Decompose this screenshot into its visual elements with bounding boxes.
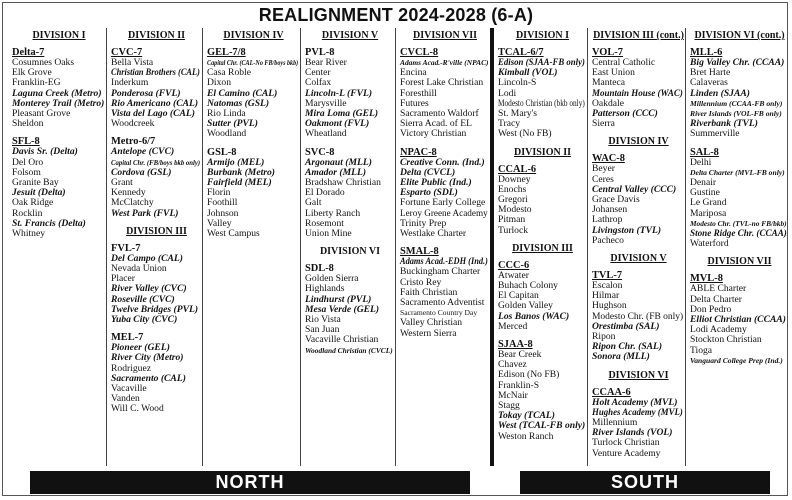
- team-item: Roseville (CVC): [111, 293, 175, 305]
- team-item: Kennedy: [111, 187, 146, 199]
- column-1: [8, 28, 106, 466]
- team-item: Millennium: [592, 417, 638, 429]
- league-block: [12, 47, 106, 129]
- team-item: Lincoln-S: [498, 77, 537, 89]
- league-block: [12, 136, 106, 239]
- team-item: Golden Valley: [498, 300, 553, 312]
- team-item: Franklin-S: [498, 379, 540, 391]
- team-item: Vanden: [111, 393, 140, 405]
- column-5: [395, 28, 490, 466]
- team-item: Stockton Christian: [690, 334, 762, 346]
- team-item: Valley Christian: [400, 317, 463, 329]
- team-item: Valley: [207, 217, 232, 229]
- team-item: Lodi: [498, 87, 517, 99]
- team-item: Edison (No FB): [498, 369, 560, 381]
- league-block: [690, 47, 789, 140]
- team-item: Ceres: [592, 173, 614, 185]
- league-block: [400, 246, 490, 339]
- division-heading: DIVISION III (cont.): [593, 30, 684, 41]
- team-item: Johansen: [592, 204, 628, 216]
- team-item: Trinity Prep: [400, 217, 447, 229]
- division-heading: DIVISION VI: [608, 369, 669, 381]
- team-item: Granite Bay: [12, 177, 59, 189]
- page-title: REALIGNMENT 2024-2028 (6-A): [258, 5, 534, 25]
- league-name: Delta-7: [12, 47, 45, 58]
- division-heading: DIVISION II: [128, 30, 185, 41]
- team-item: Weston Ranch: [498, 430, 554, 442]
- league-name: PVL-8: [305, 47, 335, 58]
- team-item: River City (Metro): [111, 352, 184, 364]
- team-item: Rio Americano (CAL): [111, 97, 199, 109]
- team-item: Bret Harte: [690, 67, 731, 79]
- team-item: Dixon: [207, 77, 231, 89]
- team-item: St. Francis (Delta): [12, 217, 86, 229]
- team-item: Oakmont (FVL): [305, 118, 370, 130]
- south-region-banner: SOUTH: [520, 471, 770, 494]
- team-item: Orestimba (SAL): [592, 320, 660, 332]
- team-item: San Juan: [305, 324, 340, 336]
- team-item: Amador (MLL): [305, 166, 367, 178]
- league-name: CCC-6: [498, 259, 530, 271]
- team-item: Nevada Union: [111, 263, 167, 275]
- division-heading: DIVISION VI: [319, 246, 381, 258]
- team-item: Bella Vista: [111, 57, 154, 68]
- team-item: Westlake Charter: [400, 228, 467, 240]
- league-name: SAL-8: [690, 146, 719, 158]
- team-item: Tracy: [498, 118, 521, 130]
- division-heading: DIVISION VII: [412, 30, 477, 41]
- team-item: Holt Academy (MVL): [592, 396, 678, 408]
- team-item: Sierra: [592, 118, 615, 130]
- team-item: Del Campo (CAL): [111, 252, 183, 264]
- team-item: Western Sierra: [400, 327, 457, 339]
- team-item: Sacramento Adventist: [400, 297, 485, 309]
- league-name: CCAL-6: [498, 163, 537, 175]
- league-block: [207, 47, 300, 140]
- team-item: Calaveras: [690, 77, 728, 89]
- team-item: Sheldon: [12, 118, 44, 130]
- league-block: [207, 147, 300, 240]
- team-item: Los Banos (WAC): [498, 310, 570, 322]
- team-item: Buckingham Charter: [400, 266, 481, 278]
- team-item: Pacheco: [592, 234, 624, 246]
- team-item: Stone Ridge Chr. (CCAA): [690, 228, 787, 240]
- league-name: SVC-8: [305, 146, 335, 158]
- team-item: Mountain House (WAC): [592, 87, 683, 99]
- team-item: Sonora (MLL): [592, 351, 650, 363]
- league-block: [111, 136, 202, 218]
- team-item: Sacramento (CAL): [111, 372, 186, 384]
- team-item: Fairfield (MEL): [207, 177, 272, 189]
- team-item: River Islands (VOL): [592, 427, 673, 439]
- team-item: Oakdale: [592, 97, 624, 109]
- team-item: Delhi: [690, 156, 712, 168]
- team-item: Foresthill: [400, 87, 437, 99]
- team-item: Fortune Early College: [400, 197, 486, 209]
- team-item: Oak Ridge: [12, 197, 54, 209]
- team-item: West Campus: [207, 228, 260, 240]
- team-item: Rocklin: [12, 207, 43, 219]
- team-item: Folsom: [12, 166, 41, 178]
- team-item: Livingston (TVL): [592, 224, 662, 236]
- team-item: Will C. Wood: [111, 403, 164, 415]
- team-item: Modesto Chr. (FB only): [592, 310, 684, 322]
- league-block: [400, 147, 490, 240]
- division-heading: DIVISION III: [126, 225, 187, 237]
- team-item: ABLE Charter: [690, 283, 747, 295]
- team-item: Lathrop: [592, 214, 623, 226]
- team-item: Kimball (VOL): [498, 67, 558, 79]
- team-item: Natomas (GSL): [207, 97, 270, 109]
- league-name: TCAL-6/7: [498, 47, 544, 58]
- team-item: Turlock Christian: [592, 437, 660, 449]
- team-item: Summerville: [690, 128, 740, 140]
- team-item: Woodland Christian (CVCL): [305, 345, 393, 355]
- team-item: Pleasant Grove: [12, 108, 71, 120]
- team-item: Marysville: [305, 97, 347, 109]
- team-item: Foothill: [207, 197, 238, 209]
- league-block: [498, 260, 587, 332]
- league-block: [690, 273, 789, 366]
- team-item: Don Pedro: [690, 303, 732, 315]
- team-item: Jesuit (Delta): [12, 187, 66, 199]
- league-block: [305, 47, 395, 140]
- league-block: [498, 164, 587, 236]
- team-item: Millennium (CCAA-FB only): [690, 98, 783, 108]
- league-block: [111, 47, 202, 129]
- league-block: [400, 47, 490, 140]
- team-item: El Camino (CAL): [207, 87, 278, 99]
- team-item: Mira Loma (GEL): [305, 108, 379, 120]
- team-item: Leroy Greene Academy: [400, 207, 488, 219]
- team-item: Twelve Bridges (PVL): [111, 303, 199, 315]
- team-item: Sacramento Country Day: [400, 308, 478, 318]
- team-item: Bear River: [305, 57, 347, 68]
- division-heading: DIVISION V: [321, 30, 379, 41]
- team-item: St. Mary's: [498, 108, 538, 120]
- team-item: Central Valley (CCC): [592, 183, 677, 195]
- team-item: Gustine: [690, 187, 720, 199]
- team-item: River Islands (VOL-FB only): [690, 109, 782, 119]
- team-item: Chavez: [498, 359, 527, 371]
- team-item: Davis Sr. (Delta): [12, 146, 78, 158]
- team-item: Venture Academy: [592, 447, 661, 459]
- column-2: [106, 28, 202, 466]
- league-name: FVL-7: [111, 242, 141, 254]
- column-3: [202, 28, 300, 466]
- team-item: Elk Grove: [12, 67, 52, 79]
- team-item: Lincoln-L (FVL): [305, 87, 373, 99]
- team-item: Modesto Christian (bkb only): [498, 97, 585, 109]
- league-name: MEL-7: [111, 332, 144, 344]
- north-region-banner: NORTH: [30, 471, 470, 494]
- division-heading: DIVISION VII: [707, 256, 772, 268]
- league-name: SDL-8: [305, 263, 334, 275]
- team-item: West (No FB): [498, 128, 552, 140]
- team-item: Buhach Colony: [498, 280, 558, 292]
- team-item: Highlands: [305, 283, 345, 295]
- team-item: Hughson: [592, 300, 627, 312]
- team-item: West Park (FVL): [111, 207, 179, 219]
- league-name: MVL-8: [690, 273, 723, 285]
- team-item: Vacaville Christian: [305, 334, 379, 346]
- team-item: Colfax: [305, 77, 332, 89]
- team-item: Futures: [400, 97, 429, 109]
- team-item: Elliot Christian (CCAA): [690, 314, 786, 326]
- team-item: Stagg: [498, 400, 520, 412]
- team-item: Liberty Ranch: [305, 207, 361, 219]
- team-item: Waterford: [690, 238, 729, 250]
- league-name: GEL-7/8: [207, 47, 246, 58]
- league-block: [592, 270, 685, 363]
- league-block: [305, 147, 395, 240]
- team-item: Bradshaw Christian: [305, 177, 381, 189]
- team-item: Ripon: [592, 331, 616, 343]
- team-item: Downey: [498, 173, 531, 185]
- team-item: Rosemont: [305, 217, 344, 229]
- team-item: Del Oro: [12, 156, 44, 168]
- team-item: Whitney: [12, 228, 46, 240]
- team-item: Inderkum: [111, 77, 149, 89]
- team-item: Victory Christian: [400, 128, 467, 140]
- team-item: Laguna Creek (Metro): [12, 87, 102, 99]
- team-item: Capital Chr. (FB/boys bkb only): [111, 157, 201, 167]
- team-item: Woodcreek: [111, 118, 155, 130]
- team-item: Antelope (CVC): [111, 146, 175, 158]
- team-item: Mariposa: [690, 207, 727, 219]
- league-name: CVCL-8: [400, 47, 439, 58]
- team-item: Lindhurst (PVL): [305, 293, 372, 305]
- column-7: [587, 28, 685, 466]
- league-block: [690, 147, 789, 250]
- team-item: Modesto: [498, 204, 532, 216]
- team-item: Patterson (CCC): [592, 108, 658, 120]
- team-item: Delta Charter: [690, 293, 742, 305]
- team-item: Atwater: [498, 269, 529, 281]
- team-item: Florin: [207, 187, 231, 199]
- team-item: West (TCAL-FB only): [498, 420, 586, 432]
- team-item: Vanguard College Prep (Ind.): [690, 355, 783, 365]
- team-item: Monterey Trail (Metro): [12, 97, 105, 109]
- team-item: Sierra Acad. of EL: [400, 118, 472, 130]
- team-item: Hughes Academy (MVL): [592, 406, 683, 418]
- team-item: East Union: [592, 67, 635, 79]
- team-item: Grant: [111, 177, 133, 189]
- team-item: Faith Christian: [400, 286, 458, 298]
- team-item: Adams Acad.-EDH (Ind.): [400, 256, 488, 268]
- league-name: TVL-7: [592, 270, 623, 282]
- division-heading: DIVISION I: [32, 30, 86, 41]
- league-name: VOL-7: [592, 47, 623, 58]
- team-item: Hilmar: [592, 290, 620, 302]
- team-item: Pioneer (GEL): [111, 342, 170, 354]
- team-item: Le Grand: [690, 197, 727, 209]
- team-item: Encina: [400, 67, 427, 79]
- team-item: Ponderosa (FVL): [111, 87, 181, 99]
- league-name: WAC-8: [592, 153, 625, 165]
- team-item: Armijo (MEL): [207, 156, 265, 168]
- team-item: Sutter (PVL): [207, 118, 258, 130]
- team-item: Manteca: [592, 77, 626, 89]
- team-item: Merced: [498, 320, 528, 332]
- team-item: Lodi Academy: [690, 324, 747, 336]
- team-item: Central Catholic: [592, 57, 656, 68]
- team-item: Franklin-EG: [12, 77, 61, 89]
- league-name: MLL-6: [690, 47, 723, 58]
- team-item: El Capitan: [498, 290, 539, 302]
- team-item: Mesa Verde (GEL): [305, 303, 380, 315]
- team-item: Cordova (GSL): [111, 166, 172, 178]
- team-item: Grace Davis: [592, 194, 640, 206]
- league-name: Metro-6/7: [111, 136, 156, 148]
- team-item: Turlock: [498, 224, 529, 236]
- league-name: SJAA-8: [498, 339, 533, 351]
- team-item: Capital Chr. (CAL-No FB/boys bkb): [207, 58, 299, 67]
- team-item: Pitman: [498, 214, 526, 226]
- division-heading: DIVISION III: [512, 242, 573, 254]
- team-item: Galt: [305, 197, 322, 209]
- team-item: River Valley (CVC): [111, 283, 187, 295]
- team-item: Burbank (Metro): [207, 166, 275, 178]
- team-item: Linden (SJAA): [690, 87, 750, 99]
- team-item: Adams Acad.-R'ville (NPAC): [400, 58, 489, 67]
- team-item: Woodland: [207, 128, 247, 140]
- team-item: Esparto (SDL): [400, 187, 458, 199]
- team-item: Center: [305, 67, 331, 79]
- team-item: Edison (SJAA-FB only): [498, 57, 585, 68]
- league-block: [305, 263, 395, 356]
- team-item: Sacramento Waldorf: [400, 108, 479, 120]
- team-item: Cristo Rey: [400, 276, 442, 288]
- team-item: Yuba City (CVC): [111, 314, 178, 326]
- league-block: [592, 387, 685, 459]
- division-heading: DIVISION VI (cont.): [694, 30, 785, 41]
- team-item: Tokay (TCAL): [498, 410, 555, 422]
- league-name: SFL-8: [12, 136, 40, 148]
- team-item: Rio Linda: [207, 108, 246, 120]
- team-item: Ripon Chr. (SAL): [592, 341, 663, 353]
- team-item: Wheatland: [305, 128, 347, 140]
- team-item: Riverbank (TVL): [690, 118, 758, 130]
- team-item: Johnson: [207, 207, 239, 219]
- team-item: Elite Public (Ind.): [400, 177, 472, 189]
- team-item: Creative Conn. (Ind.): [400, 156, 485, 168]
- team-item: Argonaut (MLL): [305, 156, 372, 168]
- team-item: Beyer: [592, 163, 615, 175]
- team-item: Escalon: [592, 280, 623, 292]
- league-name: CVC-7: [111, 47, 143, 58]
- team-item: Forest Lake Christian: [400, 77, 484, 89]
- team-item: Union Mine: [305, 228, 352, 240]
- division-heading: DIVISION IV: [223, 30, 284, 41]
- team-item: Big Valley Chr. (CCAA): [690, 57, 785, 68]
- team-item: Modesto Chr. (TVL-no FB/bkb): [690, 218, 787, 228]
- team-item: Vacaville: [111, 383, 147, 395]
- team-item: McNair: [498, 389, 528, 401]
- league-name: CCAA-6: [592, 386, 631, 398]
- team-item: El Dorado: [305, 187, 345, 199]
- team-item: Placer: [111, 273, 135, 285]
- division-heading: DIVISION I: [515, 30, 570, 41]
- league-name: SMAL-8: [400, 246, 439, 258]
- column-4: [300, 28, 395, 466]
- division-heading: DIVISION V: [610, 253, 667, 265]
- league-block: [592, 47, 685, 129]
- league-name: NPAC-8: [400, 146, 437, 158]
- column-8: [685, 28, 789, 466]
- team-item: Gregori: [498, 194, 528, 206]
- league-block: [111, 332, 202, 414]
- team-item: Delta (CVCL): [400, 166, 456, 178]
- team-item: Denair: [690, 177, 717, 189]
- league-block: [111, 243, 202, 325]
- team-item: Rodriguez: [111, 362, 151, 374]
- team-item: Vista del Lago (CAL): [111, 108, 195, 120]
- column-6: [490, 28, 587, 466]
- team-item: Tioga: [690, 344, 713, 356]
- team-item: Rio Vista: [305, 314, 341, 326]
- league-block: [498, 339, 587, 442]
- team-item: Golden Sierra: [305, 273, 359, 285]
- team-item: McClatchy: [111, 197, 154, 209]
- league-block: [592, 153, 685, 246]
- division-heading: DIVISION II: [514, 146, 571, 158]
- team-item: Enochs: [498, 183, 527, 195]
- team-item: Christian Brothers (CAL): [111, 67, 200, 79]
- team-item: Cosumnes Oaks: [12, 57, 75, 68]
- team-item: Bear Creek: [498, 349, 542, 361]
- team-item: Delta Charter (MVL-FB only): [690, 167, 785, 177]
- league-name: GSL-8: [207, 146, 237, 158]
- team-item: Casa Roble: [207, 67, 251, 79]
- league-block: [498, 47, 587, 140]
- division-heading: DIVISION IV: [608, 136, 669, 148]
